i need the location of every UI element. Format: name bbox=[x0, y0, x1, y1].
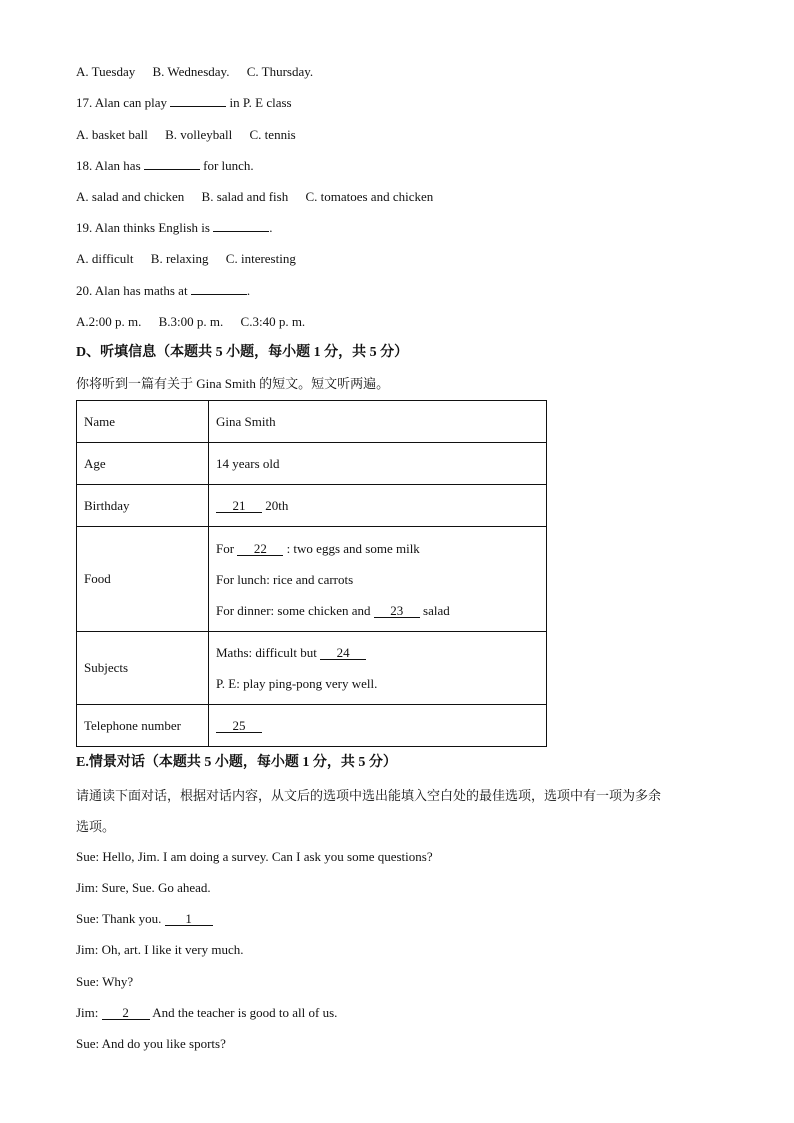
food-line1-before: For bbox=[216, 540, 235, 556]
food-line-2: For lunch: rice and carrots bbox=[216, 571, 354, 587]
subjects-line-1 bbox=[216, 637, 539, 668]
q19-option-b: B. relaxing bbox=[150, 251, 209, 266]
table-row-subjects bbox=[77, 632, 547, 705]
blank-23: 23 bbox=[374, 604, 420, 618]
q17-option-a: A. basket ball bbox=[76, 127, 148, 142]
age-value: 14 years old bbox=[209, 443, 547, 485]
subjects-value bbox=[209, 632, 547, 705]
blank-24: 24 bbox=[320, 646, 366, 660]
q18-blank bbox=[144, 169, 200, 170]
q18-text-before: 18. Alan has bbox=[76, 158, 141, 173]
table-row-age bbox=[77, 443, 547, 485]
blank-25: 25 bbox=[216, 719, 262, 733]
q20-text-before: 20. Alan has maths at bbox=[76, 283, 188, 298]
table-row-birthday bbox=[77, 485, 547, 527]
dialogue-blank-1: 1 bbox=[165, 912, 213, 926]
q18-option-c: C. tomatoes and chicken bbox=[305, 189, 434, 204]
q17-blank bbox=[170, 106, 226, 107]
blank-21: 21 bbox=[216, 499, 262, 513]
dialogue-line-1: Sue: Hello, Jim. I am doing a survey. Can I ask you some questions? bbox=[76, 849, 433, 864]
section-d-title: D、听填信息（本题共 5 小题，每小题 1 分，共 5 分） bbox=[76, 345, 409, 360]
birthday-after: 20th bbox=[265, 497, 289, 513]
dialogue-line-4: Jim: Oh, art. I like it very much. bbox=[76, 942, 244, 957]
q20-options bbox=[76, 314, 305, 330]
q19-stem bbox=[76, 220, 272, 236]
q17-option-c: C. tennis bbox=[249, 127, 296, 142]
phone-value bbox=[209, 705, 547, 747]
subjects-line-2: P. E: play ping-pong very well. bbox=[216, 676, 378, 691]
food-line-3 bbox=[216, 595, 539, 626]
blank-22: 22 bbox=[237, 542, 283, 556]
q18-options bbox=[76, 189, 433, 205]
birthday-value bbox=[209, 485, 547, 527]
q18-option-b: B. salad and fish bbox=[201, 189, 289, 204]
section-e-instruction-2: 选项。 bbox=[76, 819, 116, 834]
q20-option-a: A.2:00 p. m. bbox=[76, 314, 142, 329]
dialogue-blank-2: 2 bbox=[102, 1006, 150, 1020]
q19-text-after: . bbox=[269, 220, 273, 235]
q20-option-b: B.3:00 p. m. bbox=[158, 314, 224, 329]
q20-text-after: . bbox=[246, 283, 251, 298]
q19-text-before: 19. Alan thinks English is bbox=[76, 220, 210, 235]
q18-option-a: A. salad and chicken bbox=[76, 189, 185, 204]
q20-option-c: C.3:40 p. m. bbox=[240, 314, 306, 329]
dialogue-line6-before: Jim: bbox=[76, 1005, 99, 1020]
q17-stem bbox=[76, 95, 292, 111]
food-value bbox=[209, 527, 547, 632]
q19-blank bbox=[213, 231, 269, 232]
q16-options bbox=[76, 64, 313, 80]
q17-option-b: B. volleyball bbox=[165, 127, 233, 142]
q16-option-c: C. Thursday. bbox=[246, 64, 314, 79]
q17-options bbox=[76, 127, 296, 143]
age-label: Age bbox=[77, 443, 209, 485]
food-line3-before: For dinner: some chicken and bbox=[216, 602, 371, 618]
q20-blank bbox=[191, 294, 247, 295]
q17-text-before: 17. Alan can play bbox=[76, 95, 167, 110]
name-label: Name bbox=[77, 401, 209, 443]
birthday-label: Birthday bbox=[77, 485, 209, 527]
dialogue-line-3 bbox=[76, 911, 213, 927]
food-line1-after: : two eggs and some milk bbox=[286, 540, 420, 556]
subjects-line1-before: Maths: difficult but bbox=[216, 645, 317, 660]
food-line-1 bbox=[216, 533, 539, 564]
q20-stem bbox=[76, 283, 250, 299]
food-label: Food bbox=[77, 527, 209, 632]
q19-options bbox=[76, 251, 296, 267]
food-line3-after: salad bbox=[423, 602, 450, 618]
name-value: Gina Smith bbox=[209, 401, 547, 443]
q16-option-b: B. Wednesday. bbox=[152, 64, 230, 79]
q17-text-after: in P. E class bbox=[229, 95, 292, 110]
info-table bbox=[76, 400, 547, 747]
phone-label: Telephone number bbox=[77, 705, 209, 747]
dialogue-line3-before: Sue: Thank you. bbox=[76, 911, 162, 926]
dialogue-line-6 bbox=[76, 1005, 337, 1021]
dialogue-line6-after: And the teacher is good to all of us. bbox=[152, 1005, 338, 1020]
q18-stem bbox=[76, 158, 254, 174]
dialogue-line-7: Sue: And do you like sports? bbox=[76, 1036, 226, 1051]
dialogue-line-5: Sue: Why? bbox=[76, 974, 134, 989]
q19-option-a: A. difficult bbox=[76, 251, 134, 266]
table-row-phone bbox=[77, 705, 547, 747]
section-e-title: E.情景对话（本题共 5 小题，每小题 1 分，共 5 分） bbox=[76, 755, 397, 770]
table-row-name bbox=[77, 401, 547, 443]
section-d-instruction: 你将听到一篇有关于 Gina Smith 的短文。短文听两遍。 bbox=[76, 376, 390, 391]
table-row-food bbox=[77, 527, 547, 632]
q18-text-after: for lunch. bbox=[203, 158, 254, 173]
q19-option-c: C. interesting bbox=[225, 251, 296, 266]
section-e-instruction-1: 请通读下面对话，根据对话内容，从文后的选项中选出能填入空白处的最佳选项，选项中有一项为多余 bbox=[76, 788, 662, 803]
q16-option-a: A. Tuesday bbox=[76, 64, 136, 79]
subjects-label: Subjects bbox=[77, 632, 209, 705]
dialogue-line-2: Jim: Sure, Sue. Go ahead. bbox=[76, 880, 211, 895]
